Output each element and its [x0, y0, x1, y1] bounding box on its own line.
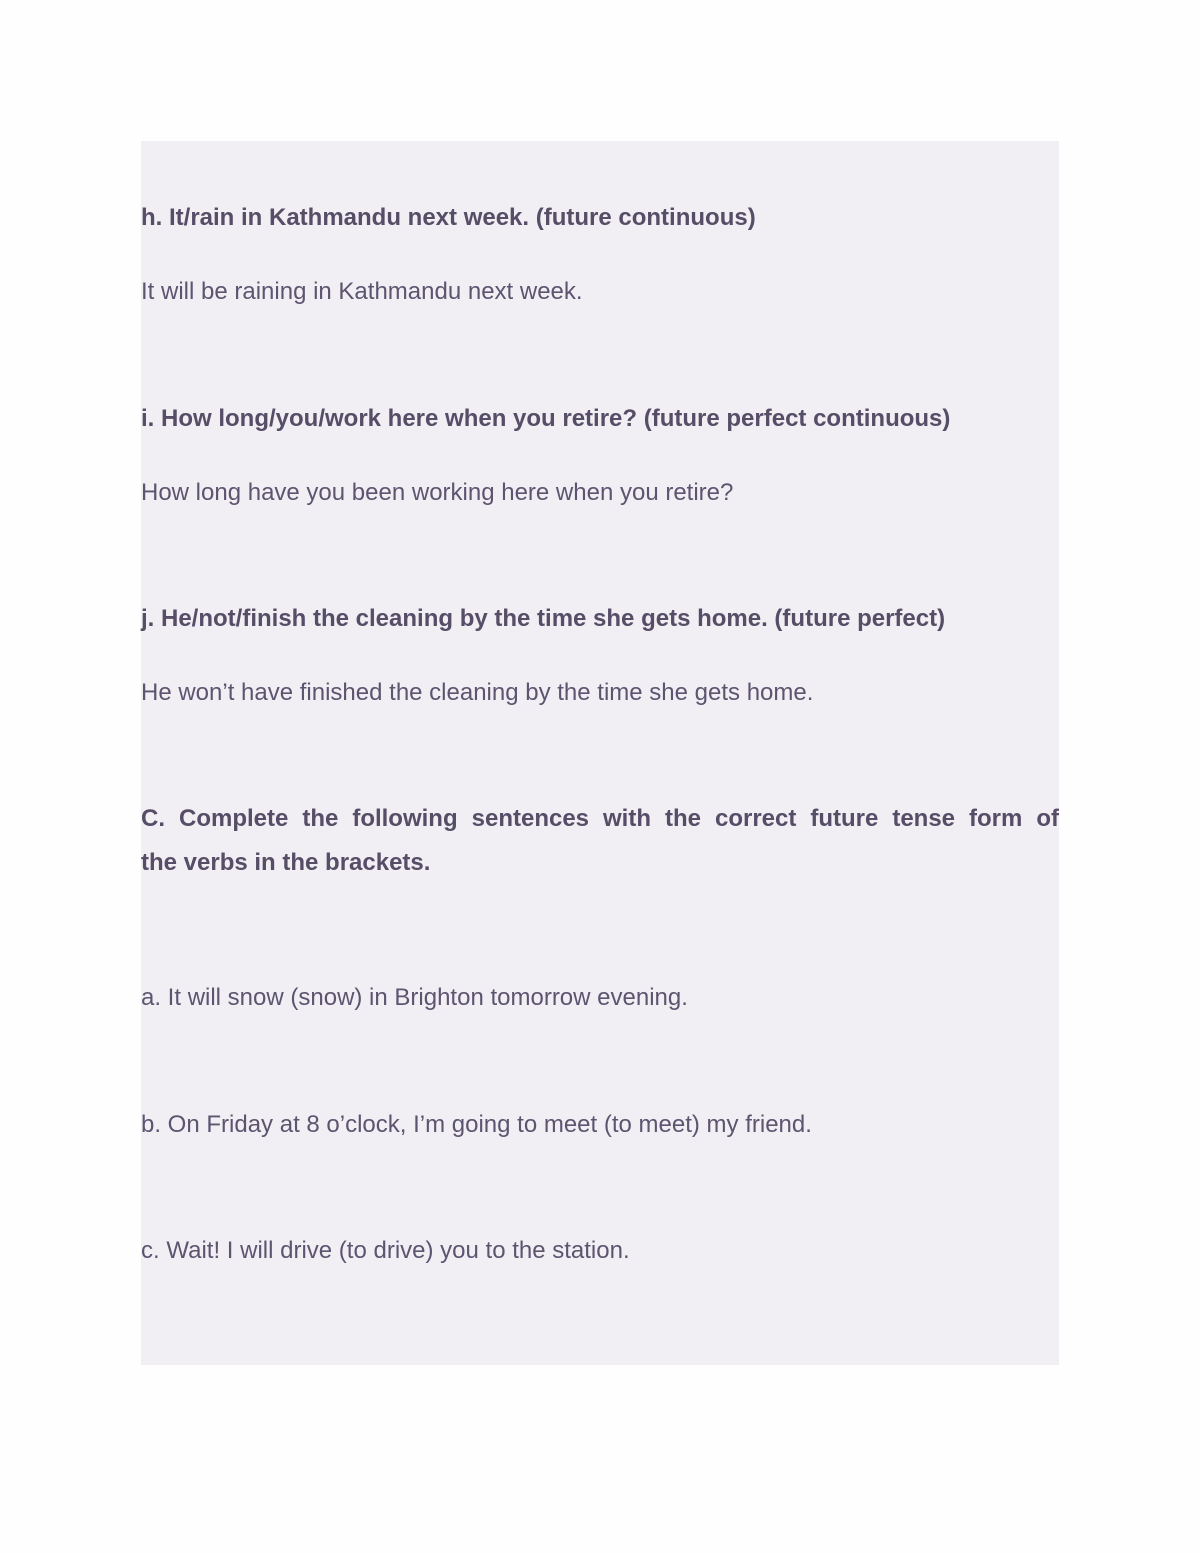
exercise-c-item-b: b. On Friday at 8 o’clock, I’m going to meet (to meet) my friend.	[141, 1111, 812, 1138]
content-panel	[141, 141, 1059, 1365]
question-j: j. He/not/finish the cleaning by the time she gets home. (future perfect)	[141, 605, 946, 632]
exercise-c-heading	[141, 797, 1059, 885]
answer-j: He won’t have finished the cleaning by the time she gets home.	[141, 679, 814, 706]
exercise-c-heading-line-1: C. Complete the following sentences with the correct future tense form of	[141, 805, 1059, 832]
exercise-c-item-a: a. It will snow (snow) in Brighton tomorrow evening.	[141, 984, 688, 1011]
answer-i: How long have you been working here when you retire?	[141, 479, 734, 506]
question-h: h. It/rain in Kathmandu next week. (future continuous)	[141, 204, 756, 231]
exercise-c-item-c: c. Wait! I will drive (to drive) you to the station.	[141, 1237, 630, 1264]
question-i: i. How long/you/work here when you retire? (future perfect continuous)	[141, 405, 951, 432]
answer-h: It will be raining in Kathmandu next week.	[141, 278, 583, 305]
exercise-c-heading-line-2: the verbs in the brackets.	[141, 849, 431, 876]
